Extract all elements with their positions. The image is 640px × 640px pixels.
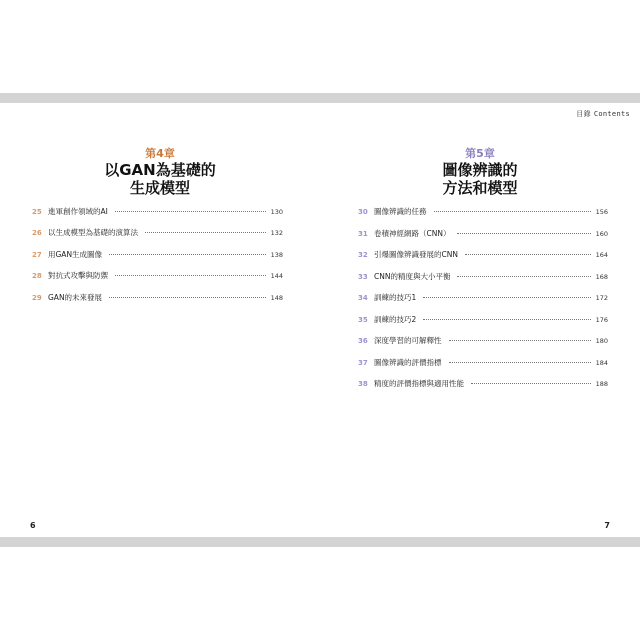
dot-leader xyxy=(457,276,591,277)
toc-entry-title: 用GAN生成圖像 xyxy=(48,249,103,259)
toc-entry-number: 26 xyxy=(32,229,42,238)
toc-entry-page: 132 xyxy=(270,229,283,238)
toc-entry-title: CNN的精度與大小平衡 xyxy=(374,271,451,281)
toc-entry-page: 188 xyxy=(595,380,608,388)
dot-leader xyxy=(145,232,266,233)
toc-entry[interactable] xyxy=(32,206,283,227)
toc-entry-title: 引爆圖像辨識發展的CNN xyxy=(374,250,458,259)
toc-entry-title: 對抗式攻擊與防禦 xyxy=(48,271,108,281)
toc-entry-page: 180 xyxy=(595,337,608,345)
chapter-title-line1: 圖像辨識的 xyxy=(442,161,518,179)
dot-leader xyxy=(423,297,591,298)
bottom-gray-band xyxy=(0,537,640,547)
dot-leader xyxy=(449,362,592,363)
chapter-title-line1: 以GAN為基礎的 xyxy=(104,161,216,179)
toc-entry[interactable] xyxy=(358,292,608,314)
toc-entry-number: 28 xyxy=(32,272,42,281)
right-page xyxy=(320,103,640,537)
toc-entry-number: 27 xyxy=(32,250,42,259)
toc-entry-number: 32 xyxy=(358,251,368,259)
dot-leader xyxy=(434,211,592,212)
toc-entry[interactable] xyxy=(358,335,608,357)
dot-leader xyxy=(115,275,266,276)
toc-entry-title: GAN的未來發展 xyxy=(48,292,103,302)
toc-entry-title: 精度的評價指標與適用性能 xyxy=(374,379,464,388)
toc-entry-title: 深度學習的可解釋性 xyxy=(374,336,442,345)
toc-entry[interactable] xyxy=(32,249,283,270)
toc-entry-number: 29 xyxy=(32,293,42,302)
toc-entry[interactable] xyxy=(358,206,608,228)
running-head-cn: 目錄 xyxy=(576,110,591,118)
toc-entry-page: 148 xyxy=(270,293,283,302)
toc-entry[interactable] xyxy=(358,378,608,400)
toc-entry-page: 176 xyxy=(595,315,608,324)
toc-entry[interactable] xyxy=(358,228,608,250)
toc-entry-number: 30 xyxy=(358,208,368,216)
toc-entry-title: 訓練的技巧1 xyxy=(374,293,417,302)
toc-entry[interactable] xyxy=(358,249,608,271)
toc-entry-number: 37 xyxy=(358,358,368,367)
toc-list-chapter-4 xyxy=(32,206,283,313)
running-head xyxy=(576,109,630,119)
toc-entry[interactable] xyxy=(358,271,608,293)
chapter-label: 第5章 xyxy=(465,147,495,160)
toc-entry-page: 144 xyxy=(270,272,283,281)
running-head-en: Contents xyxy=(593,110,630,118)
toc-entry-number: 35 xyxy=(358,315,368,324)
dot-leader xyxy=(423,319,591,320)
toc-list-chapter-5 xyxy=(358,206,608,400)
toc-entry-number: 33 xyxy=(358,272,368,281)
chapter-title-line2: 方法和模型 xyxy=(442,179,518,197)
toc-entry-number: 31 xyxy=(358,229,368,238)
toc-entry-page: 184 xyxy=(595,358,608,367)
dot-leader xyxy=(109,297,266,298)
toc-entry-title: 訓練的技巧2 xyxy=(374,314,417,324)
page-number: 7 xyxy=(604,521,610,530)
dot-leader xyxy=(457,233,591,234)
dot-leader xyxy=(449,340,592,341)
toc-entry-number: 36 xyxy=(358,337,368,345)
left-page xyxy=(0,103,320,537)
toc-entry-page: 138 xyxy=(270,250,283,259)
dot-leader xyxy=(115,211,266,212)
chapter-label: 第4章 xyxy=(145,147,175,160)
toc-entry[interactable] xyxy=(358,314,608,336)
toc-entry[interactable] xyxy=(32,227,283,248)
toc-entry-page: 160 xyxy=(595,229,608,238)
toc-entry-page: 168 xyxy=(595,272,608,281)
dot-leader xyxy=(465,254,591,255)
toc-entry[interactable] xyxy=(32,270,283,291)
toc-entry-page: 156 xyxy=(595,208,608,216)
toc-entry-number: 38 xyxy=(358,380,368,388)
toc-entry-number: 34 xyxy=(358,294,368,302)
chapter-title-line2: 生成模型 xyxy=(129,179,190,197)
dot-leader xyxy=(471,383,591,384)
toc-entry-title: 圖像辨識的評價指標 xyxy=(374,357,442,367)
chapter-4-heading xyxy=(0,147,320,197)
toc-entry[interactable] xyxy=(358,357,608,379)
toc-entry-title: 以生成模型為基礎的演算法 xyxy=(48,228,138,238)
dot-leader xyxy=(109,254,266,255)
top-gray-band xyxy=(0,93,640,103)
toc-entry-page: 164 xyxy=(595,251,608,259)
page-number: 6 xyxy=(30,521,36,530)
chapter-5-heading xyxy=(320,147,640,197)
toc-entry-page: 130 xyxy=(270,208,283,216)
toc-entry[interactable] xyxy=(32,292,283,313)
toc-entry-page: 172 xyxy=(595,294,608,302)
toc-entry-title: 圖像辨識的任務 xyxy=(374,207,427,216)
toc-entry-number: 25 xyxy=(32,208,42,216)
toc-entry-title: 卷積神經網路（CNN） xyxy=(374,228,451,238)
toc-entry-title: 進軍創作領域的AI xyxy=(48,207,108,216)
